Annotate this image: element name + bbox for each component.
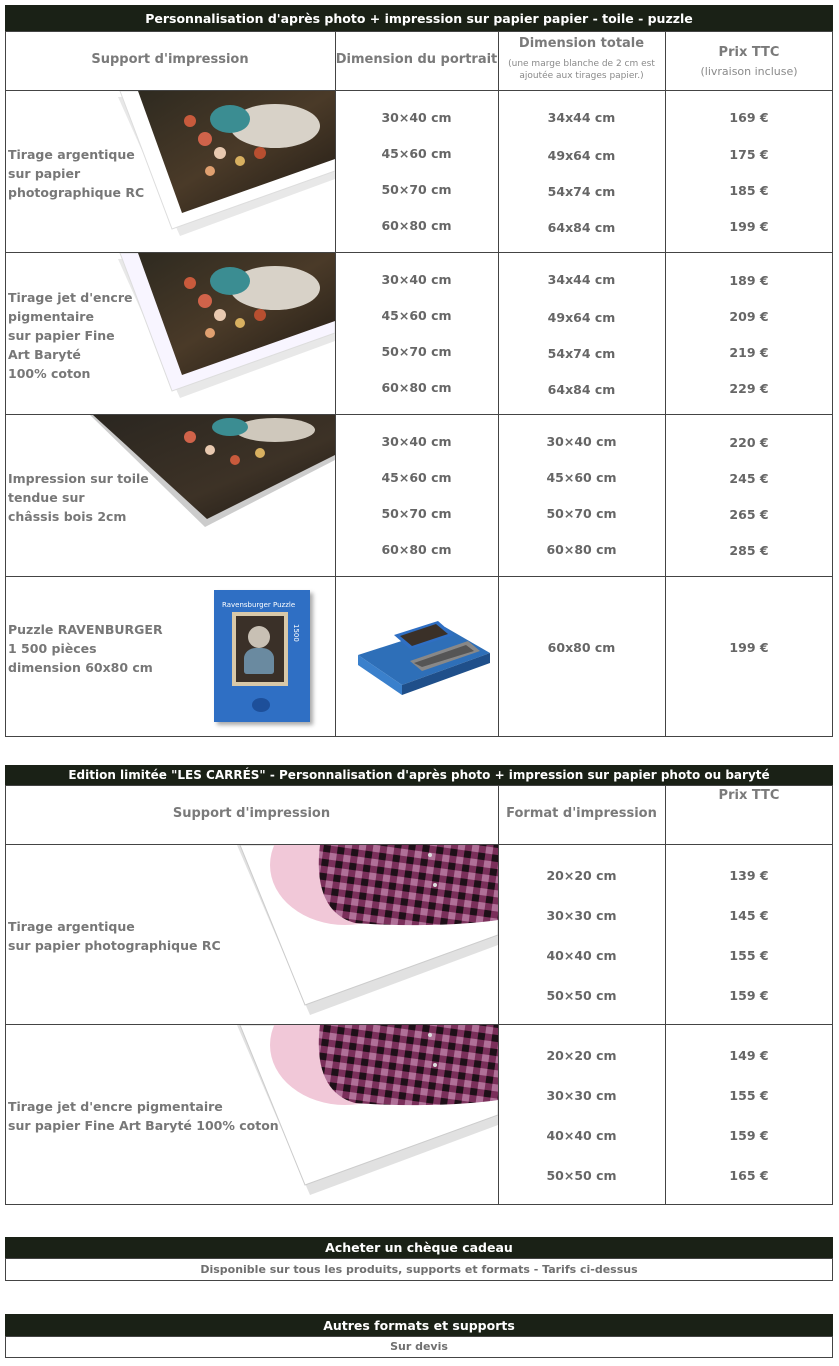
puzzle-box-count: 1500 <box>292 624 300 642</box>
s1-r1-total-1: 34x44 cm <box>547 110 616 125</box>
other-formats-note: Sur devis <box>390 1340 448 1353</box>
s1-r2-portrait-2: 45×60 cm <box>381 308 452 323</box>
s2-r2-format-2: 30×30 cm <box>546 1088 617 1103</box>
s1-r3-price-4: 285 € <box>729 543 769 558</box>
s1-r2-total-1: 34x44 cm <box>547 272 616 287</box>
s2-r1-price-1: 139 € <box>729 868 769 883</box>
s1-header-portrait: Dimension du portrait <box>335 52 498 67</box>
s1-header-price-note: (livraison incluse) <box>700 65 798 78</box>
gift-card-note: Disponible sur tous les produits, supports et formats - Tarifs ci-dessus <box>200 1263 638 1276</box>
s1-r3-total-4: 60×80 cm <box>546 542 617 557</box>
s1-r3-price-1: 220 € <box>729 435 769 450</box>
s2-r1-price-3: 155 € <box>729 948 769 963</box>
s2-r1-price-2: 145 € <box>729 908 769 923</box>
s2-header-support: Support d'impression <box>172 806 331 821</box>
square-print-image-1 <box>225 845 498 1017</box>
s1-r1-portrait-4: 60×80 cm <box>381 218 452 233</box>
s2-r1-price-4: 159 € <box>729 988 769 1003</box>
s1-r3-portrait-3: 50×70 cm <box>381 506 452 521</box>
s2-r2-price-3: 159 € <box>729 1128 769 1143</box>
s2-r1-format-2: 30×30 cm <box>546 908 617 923</box>
other-formats-title-bar: Autres formats et supports <box>5 1314 833 1337</box>
puzzle-total: 60x80 cm <box>547 640 616 655</box>
s2-r1-format-4: 50×50 cm <box>546 988 617 1003</box>
gift-card-title-bar[interactable]: Acheter un chèque cadeau <box>5 1237 833 1259</box>
s1-header-support: Support d'impression <box>91 52 249 67</box>
s1-r3-portrait-2: 45×60 cm <box>381 470 452 485</box>
s1-header-total: Dimension totale <box>518 36 645 51</box>
s1-row3-label: Impression sur toile tendue sur châssis bois 2cm <box>8 471 149 524</box>
section2-title-bar: Edition limitée "LES CARRÉS" - Personnalisation d'après photo + impression sur papier photo ou baryté <box>5 765 833 786</box>
s1-header-price: Prix TTC <box>718 45 780 60</box>
s1-header-total-note: (une marge blanche de 2 cm est ajoutée aux tirages papier.) <box>508 59 655 81</box>
s1-row2-label: Tirage jet d'encre pigmentaire sur papier Fine Art Baryté 100% coton <box>8 290 133 381</box>
s2-r2-price-2: 155 € <box>729 1088 769 1103</box>
s1-r3-price-2: 245 € <box>729 471 769 486</box>
s1-r1-portrait-3: 50×70 cm <box>381 182 452 197</box>
s2-r2-format-3: 40×40 cm <box>546 1128 617 1143</box>
s1-r1-total-2: 49x64 cm <box>547 148 616 163</box>
puzzle-box-image <box>214 590 310 722</box>
s2-r1-format-3: 40×40 cm <box>546 948 617 963</box>
s1-r3-total-3: 50×70 cm <box>546 506 617 521</box>
s2-r2-price-1: 149 € <box>729 1048 769 1063</box>
s1-r2-portrait-4: 60×80 cm <box>381 380 452 395</box>
s1-r2-price-3: 219 € <box>729 345 769 360</box>
s2-row2-label: Tirage jet d'encre pigmentaire sur papier Fine Art Baryté 100% coton <box>8 1099 279 1133</box>
s2-header-price: Prix TTC <box>718 788 780 803</box>
s1-r3-portrait-1: 30×40 cm <box>381 434 452 449</box>
s1-r2-price-1: 189 € <box>729 273 769 288</box>
s1-r1-price-2: 175 € <box>729 147 769 162</box>
puzzle-label: Puzzle RAVENBURGER 1 500 pièces dimension 60x80 cm <box>8 622 163 675</box>
puzzle-pieces-image <box>350 605 492 697</box>
puzzle-box-brand: Ravensburger Puzzle <box>222 601 296 609</box>
s1-r1-portrait-2: 45×60 cm <box>381 146 452 161</box>
s1-r3-total-2: 45×60 cm <box>546 470 617 485</box>
s1-r1-total-3: 54x74 cm <box>547 184 616 199</box>
s1-r3-price-3: 265 € <box>729 507 769 522</box>
puzzle-price: 199 € <box>729 640 769 655</box>
painting-fineart-image <box>110 253 335 403</box>
s1-r3-portrait-4: 60×80 cm <box>381 542 452 557</box>
section1-title-bar: Personnalisation d'après photo + impression sur papier papier - toile - puzzle <box>5 5 833 32</box>
s1-r2-price-2: 209 € <box>729 309 769 324</box>
s1-r2-total-2: 49x64 cm <box>547 310 616 325</box>
s1-r1-price-3: 185 € <box>729 183 769 198</box>
s1-r2-total-4: 64x84 cm <box>547 382 616 397</box>
s1-r1-portrait-1: 30×40 cm <box>381 110 452 125</box>
s1-r2-portrait-3: 50×70 cm <box>381 344 452 359</box>
s1-r2-total-3: 54x74 cm <box>547 346 616 361</box>
s2-r2-price-4: 165 € <box>729 1168 769 1183</box>
s1-r2-price-4: 229 € <box>729 381 769 396</box>
s1-r1-price-1: 169 € <box>729 110 769 125</box>
s2-row1-label: Tirage argentique sur papier photographique RC <box>8 919 221 953</box>
s1-r1-total-4: 64x84 cm <box>547 220 616 235</box>
s2-r1-format-1: 20×20 cm <box>546 868 617 883</box>
s1-r1-price-4: 199 € <box>729 219 769 234</box>
s2-r2-format-1: 20×20 cm <box>546 1048 617 1063</box>
s2-header-format: Format d'impression <box>506 806 657 821</box>
s1-row1-label: Tirage argentique sur papier photographique RC <box>8 147 145 200</box>
s1-r3-total-1: 30×40 cm <box>546 434 617 449</box>
s1-r2-portrait-1: 30×40 cm <box>381 272 452 287</box>
s2-r2-format-4: 50×50 cm <box>546 1168 617 1183</box>
